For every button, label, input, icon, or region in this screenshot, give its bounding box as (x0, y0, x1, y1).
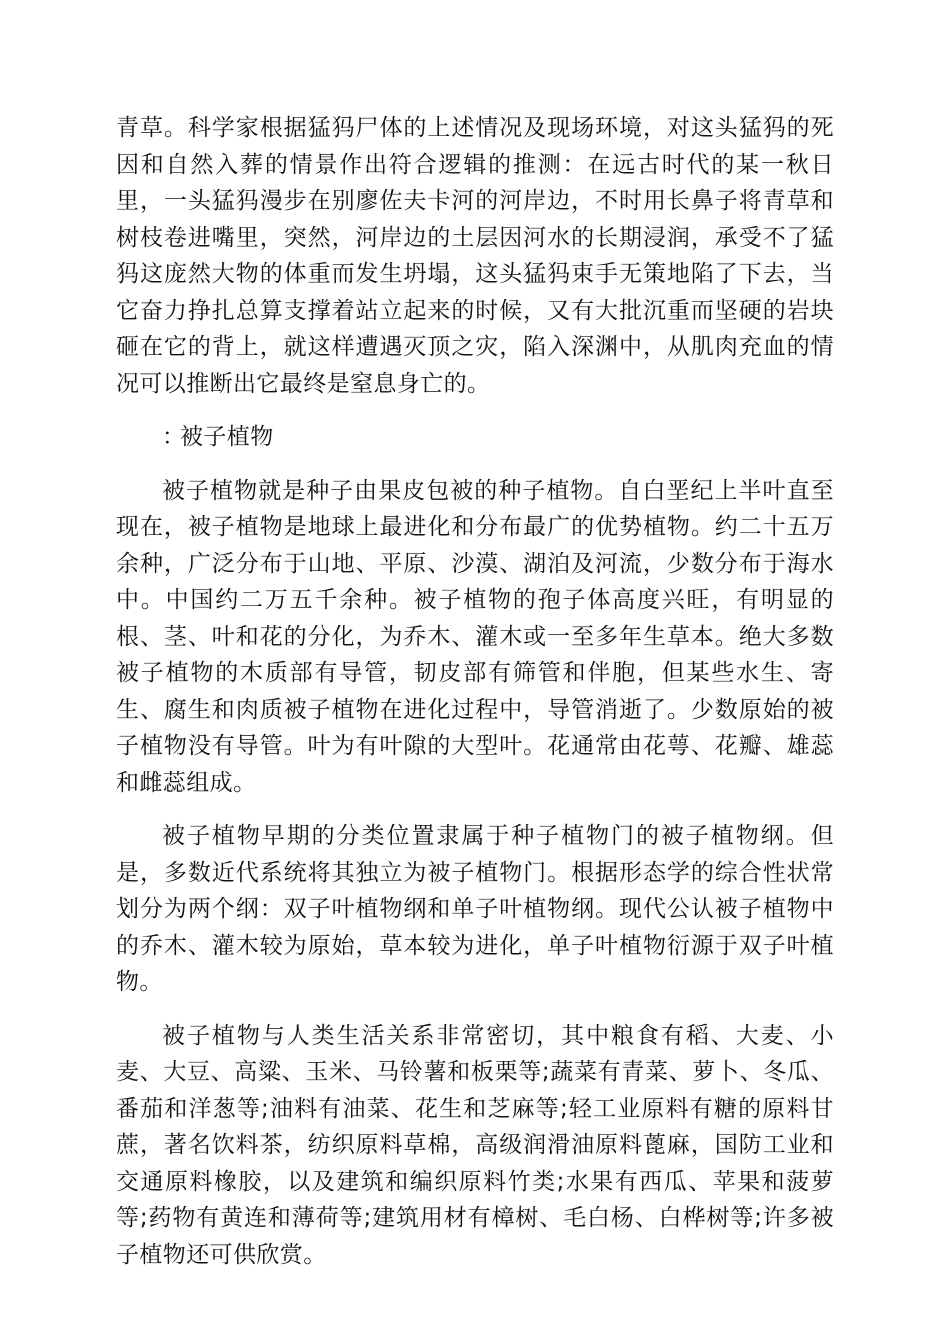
heading-text: 被子植物 (180, 424, 274, 450)
heading-colon: ： (162, 424, 186, 450)
paragraph-angiosperm-classification: 被子植物早期的分类位置隶属于种子植物门的被子植物纲。但是，多数近代系统将其独立为被子植物门。根据形态学的综合性状常划分为两个纲：双子叶植物纲和单子叶植物纲。现代公认被子植物中的乔木、灌木较为原始，草本较为进化，单子叶植物衍源于双子叶植物。 (116, 823, 834, 995)
section-heading-angiosperms (116, 419, 834, 456)
document-body (116, 110, 834, 1290)
paragraph-mammoth-death: 青草。科学家根据猛犸尸体的上述情况及现场环境，对这头猛犸的死因和自然入葬的情景作出符合逻辑的推测：在远古时代的某一秋日里，一头猛犸漫步在别廖佐夫卡河的河岸边，不时用长鼻子将青草和树枝卷进嘴里，突然，河岸边的土层因河水的长期浸润，承受不了猛犸这庞然大物的体重而发生坍塌，这头猛犸束手无策地陷了下去，当它奋力挣扎总算支撑着站立起来的时候，又有大批沉重而坚硬的岩块砸在它的背上，就这样遭遇灭顶之灾，陷入深渊中，从肌肉充血的情况可以推断出它最终是窒息身亡的。 (116, 115, 834, 397)
paragraph-angiosperm-uses: 被子植物与人类生活关系非常密切，其中粮食有稻、大麦、小麦、大豆、高粱、玉米、马铃薯和板栗等;蔬菜有青菜、萝卜、冬瓜、番茄和洋葱等;油料有油菜、花生和芝麻等;轻工业原料有糖的原料甘蔗，著名饮料茶，纺织原料草棉，高级润滑油原料蓖麻，国防工业和交通原料橡胶，以及建筑和编织原料竹类;水果有西瓜、苹果和菠萝等;药物有黄连和薄荷等;建筑用材有樟树、毛白杨、白桦树等;许多被子植物还可供欣赏。 (116, 1022, 834, 1268)
paragraph-angiosperm-definition: 被子植物就是种子由果皮包被的种子植物。自白垩纪上半叶直至现在，被子植物是地球上最进化和分布最广的优势植物。约二十五万余种，广泛分布于山地、平原、沙漠、湖泊及河流，少数分布于海水中。中国约二万五千余种。被子植物的孢子体高度兴旺，有明显的根、茎、叶和花的分化，为乔木、灌木或一至多年生草本。绝大多数被子植物的木质部有导管，韧皮部有筛管和伴胞，但某些水生、寄生、腐生和肉质被子植物在进化过程中，导管消逝了。少数原始的被子植物没有导管。叶为有叶隙的大型叶。花通常由花萼、花瓣、雄蕊和雌蕊组成。 (116, 477, 834, 796)
